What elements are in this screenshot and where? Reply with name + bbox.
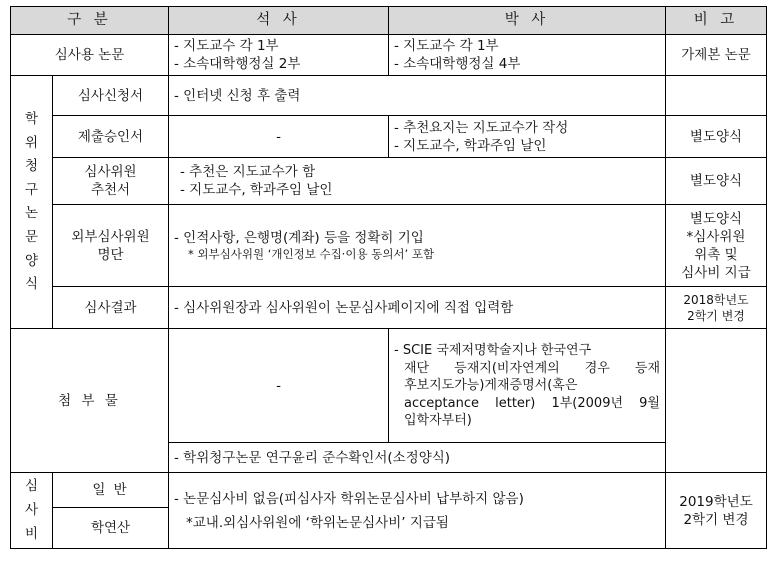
- approval-masters: -: [169, 116, 389, 158]
- header-remarks: 비 고: [666, 7, 767, 35]
- committee-recommendation-label-line-2: 추천서: [90, 182, 131, 199]
- header-row: [11, 7, 767, 35]
- approval-doctoral-line-2: - 지도교수, 학과주임 날인: [394, 137, 547, 154]
- attachments-ethics: - 학위청구논문 연구윤리 준수확인서(소정양식): [169, 443, 666, 473]
- attachments-remark: [666, 329, 767, 473]
- review-fee-general-label: 일 반: [53, 473, 169, 507]
- external-committee-remark-line-2: *심사위원: [686, 228, 746, 245]
- review-fee-char-2: 사: [24, 502, 39, 519]
- attachments-doctoral: [389, 329, 666, 443]
- review-paper-remark: 가제본 논문: [666, 35, 767, 76]
- committee-recommendation-line-1: - 추천은 지도교수가 함: [180, 164, 316, 181]
- external-committee-row: [11, 205, 767, 287]
- review-result-row: [11, 287, 767, 329]
- review-fee-char-1: 심: [24, 478, 39, 495]
- external-committee-remark-line-3: 위촉 및: [694, 246, 738, 263]
- external-committee-main: - 인적사항, 은행명(계좌) 등을 정확히 기입: [174, 230, 424, 247]
- degree-form-char-1: 학: [24, 110, 39, 127]
- attachments-doctoral-line-1: - SCIE 국제저명학술지나 한국연구: [394, 343, 592, 359]
- review-paper-doctoral-line-1: - 지도교수 각 1부: [394, 38, 499, 54]
- external-committee-remark: [666, 205, 767, 287]
- review-fee-note: *교내.외심사위원에 ‘학위논문심사비’ 지급됨: [186, 514, 449, 531]
- review-fee-industry-label: 학연산: [53, 507, 169, 549]
- header-masters: 석 사: [169, 7, 389, 35]
- attachments-row: [11, 329, 767, 443]
- review-paper-masters: [169, 35, 389, 76]
- external-committee-label: [53, 205, 169, 287]
- review-result-content: - 심사위원장과 심사위원이 논문심사페이지에 직접 입력함: [169, 287, 666, 329]
- review-fee-remark-line-1: 2019학년도: [679, 493, 753, 510]
- review-fee-general-row: [11, 473, 767, 507]
- committee-recommendation-label: [53, 158, 169, 205]
- review-fee-remark: [666, 473, 767, 549]
- review-paper-masters-line-2: - 소속대학행정실 2부: [174, 56, 301, 73]
- attachments-label: 첨 부 물: [11, 329, 169, 473]
- review-result-remark-line-2: 2학기 변경: [687, 308, 745, 323]
- degree-form-char-5: 논: [24, 205, 39, 222]
- approval-remark: 별도양식: [666, 116, 767, 158]
- degree-form-char-2: 위: [24, 134, 39, 151]
- external-committee-note: * 외부심사위원 ‘개인정보 수집·이용 동의서’ 포함: [188, 247, 435, 262]
- review-fee-remark-line-2: 2학기 변경: [683, 511, 749, 528]
- degree-form-char-4: 구: [24, 181, 39, 198]
- review-paper-doctoral: [389, 35, 666, 76]
- approval-label: 제출승인서: [53, 116, 169, 158]
- degree-form-group-label: [11, 76, 53, 329]
- external-committee-content: [169, 205, 666, 287]
- review-result-remark-line-1: 2018학년도: [683, 292, 749, 307]
- committee-recommendation-row: [11, 158, 767, 205]
- review-result-remark: [666, 287, 767, 329]
- committee-recommendation-line-2: - 지도교수, 학과주임 날인: [180, 182, 333, 199]
- approval-row: [11, 116, 767, 158]
- review-fee-main: - 논문심사비 없음(피심사자 학위논문심사비 납부하지 않음): [174, 490, 524, 507]
- degree-form-char-6: 문: [24, 229, 39, 246]
- degree-form-char-3: 청: [24, 158, 39, 175]
- application-label: 심사신청서: [53, 76, 169, 116]
- header-doctoral: 박 사: [389, 7, 666, 35]
- committee-recommendation-content: [169, 158, 666, 205]
- committee-recommendation-remark: 별도양식: [666, 158, 767, 205]
- application-row: [11, 76, 767, 116]
- attachments-doctoral-line-4: acceptance letter) 1부(2009년 9월: [404, 395, 660, 411]
- thesis-submission-table: [10, 6, 767, 549]
- review-paper-masters-line-1: - 지도교수 각 1부: [174, 38, 279, 54]
- review-fee-char-3: 비: [24, 525, 39, 542]
- external-committee-remark-line-1: 별도양식: [689, 210, 743, 227]
- review-fee-group-label: [11, 473, 53, 549]
- attachments-doctoral-line-5: 입학자부터): [404, 413, 472, 429]
- attachments-doctoral-line-2: 재단 등재지(비자연계의 경우 등재: [404, 360, 660, 376]
- header-category: 구 분: [11, 7, 169, 35]
- review-paper-row: [11, 35, 767, 76]
- approval-doctoral: [389, 116, 666, 158]
- external-committee-label-line-2: 명단: [97, 246, 124, 263]
- review-paper-label: 심사용 논문: [11, 35, 169, 76]
- committee-recommendation-label-line-1: 심사위원: [84, 164, 137, 181]
- attachments-doctoral-line-3: 후보지도가능)게재증명서(혹은: [404, 378, 578, 394]
- degree-form-char-8: 식: [24, 276, 39, 293]
- application-remark: [666, 76, 767, 116]
- external-committee-remark-line-4: 심사비 지급: [681, 265, 751, 282]
- approval-doctoral-line-1: - 추천요지는 지도교수가 작성: [394, 119, 569, 136]
- application-content: - 인터넷 신청 후 출력: [169, 76, 666, 116]
- degree-form-char-7: 양: [24, 252, 39, 269]
- review-fee-content: [169, 473, 666, 549]
- review-result-label: 심사결과: [53, 287, 169, 329]
- attachments-masters: -: [169, 329, 389, 443]
- external-committee-label-line-1: 외부심사위원: [71, 228, 150, 245]
- review-paper-doctoral-line-2: - 소속대학행정실 4부: [394, 56, 521, 73]
